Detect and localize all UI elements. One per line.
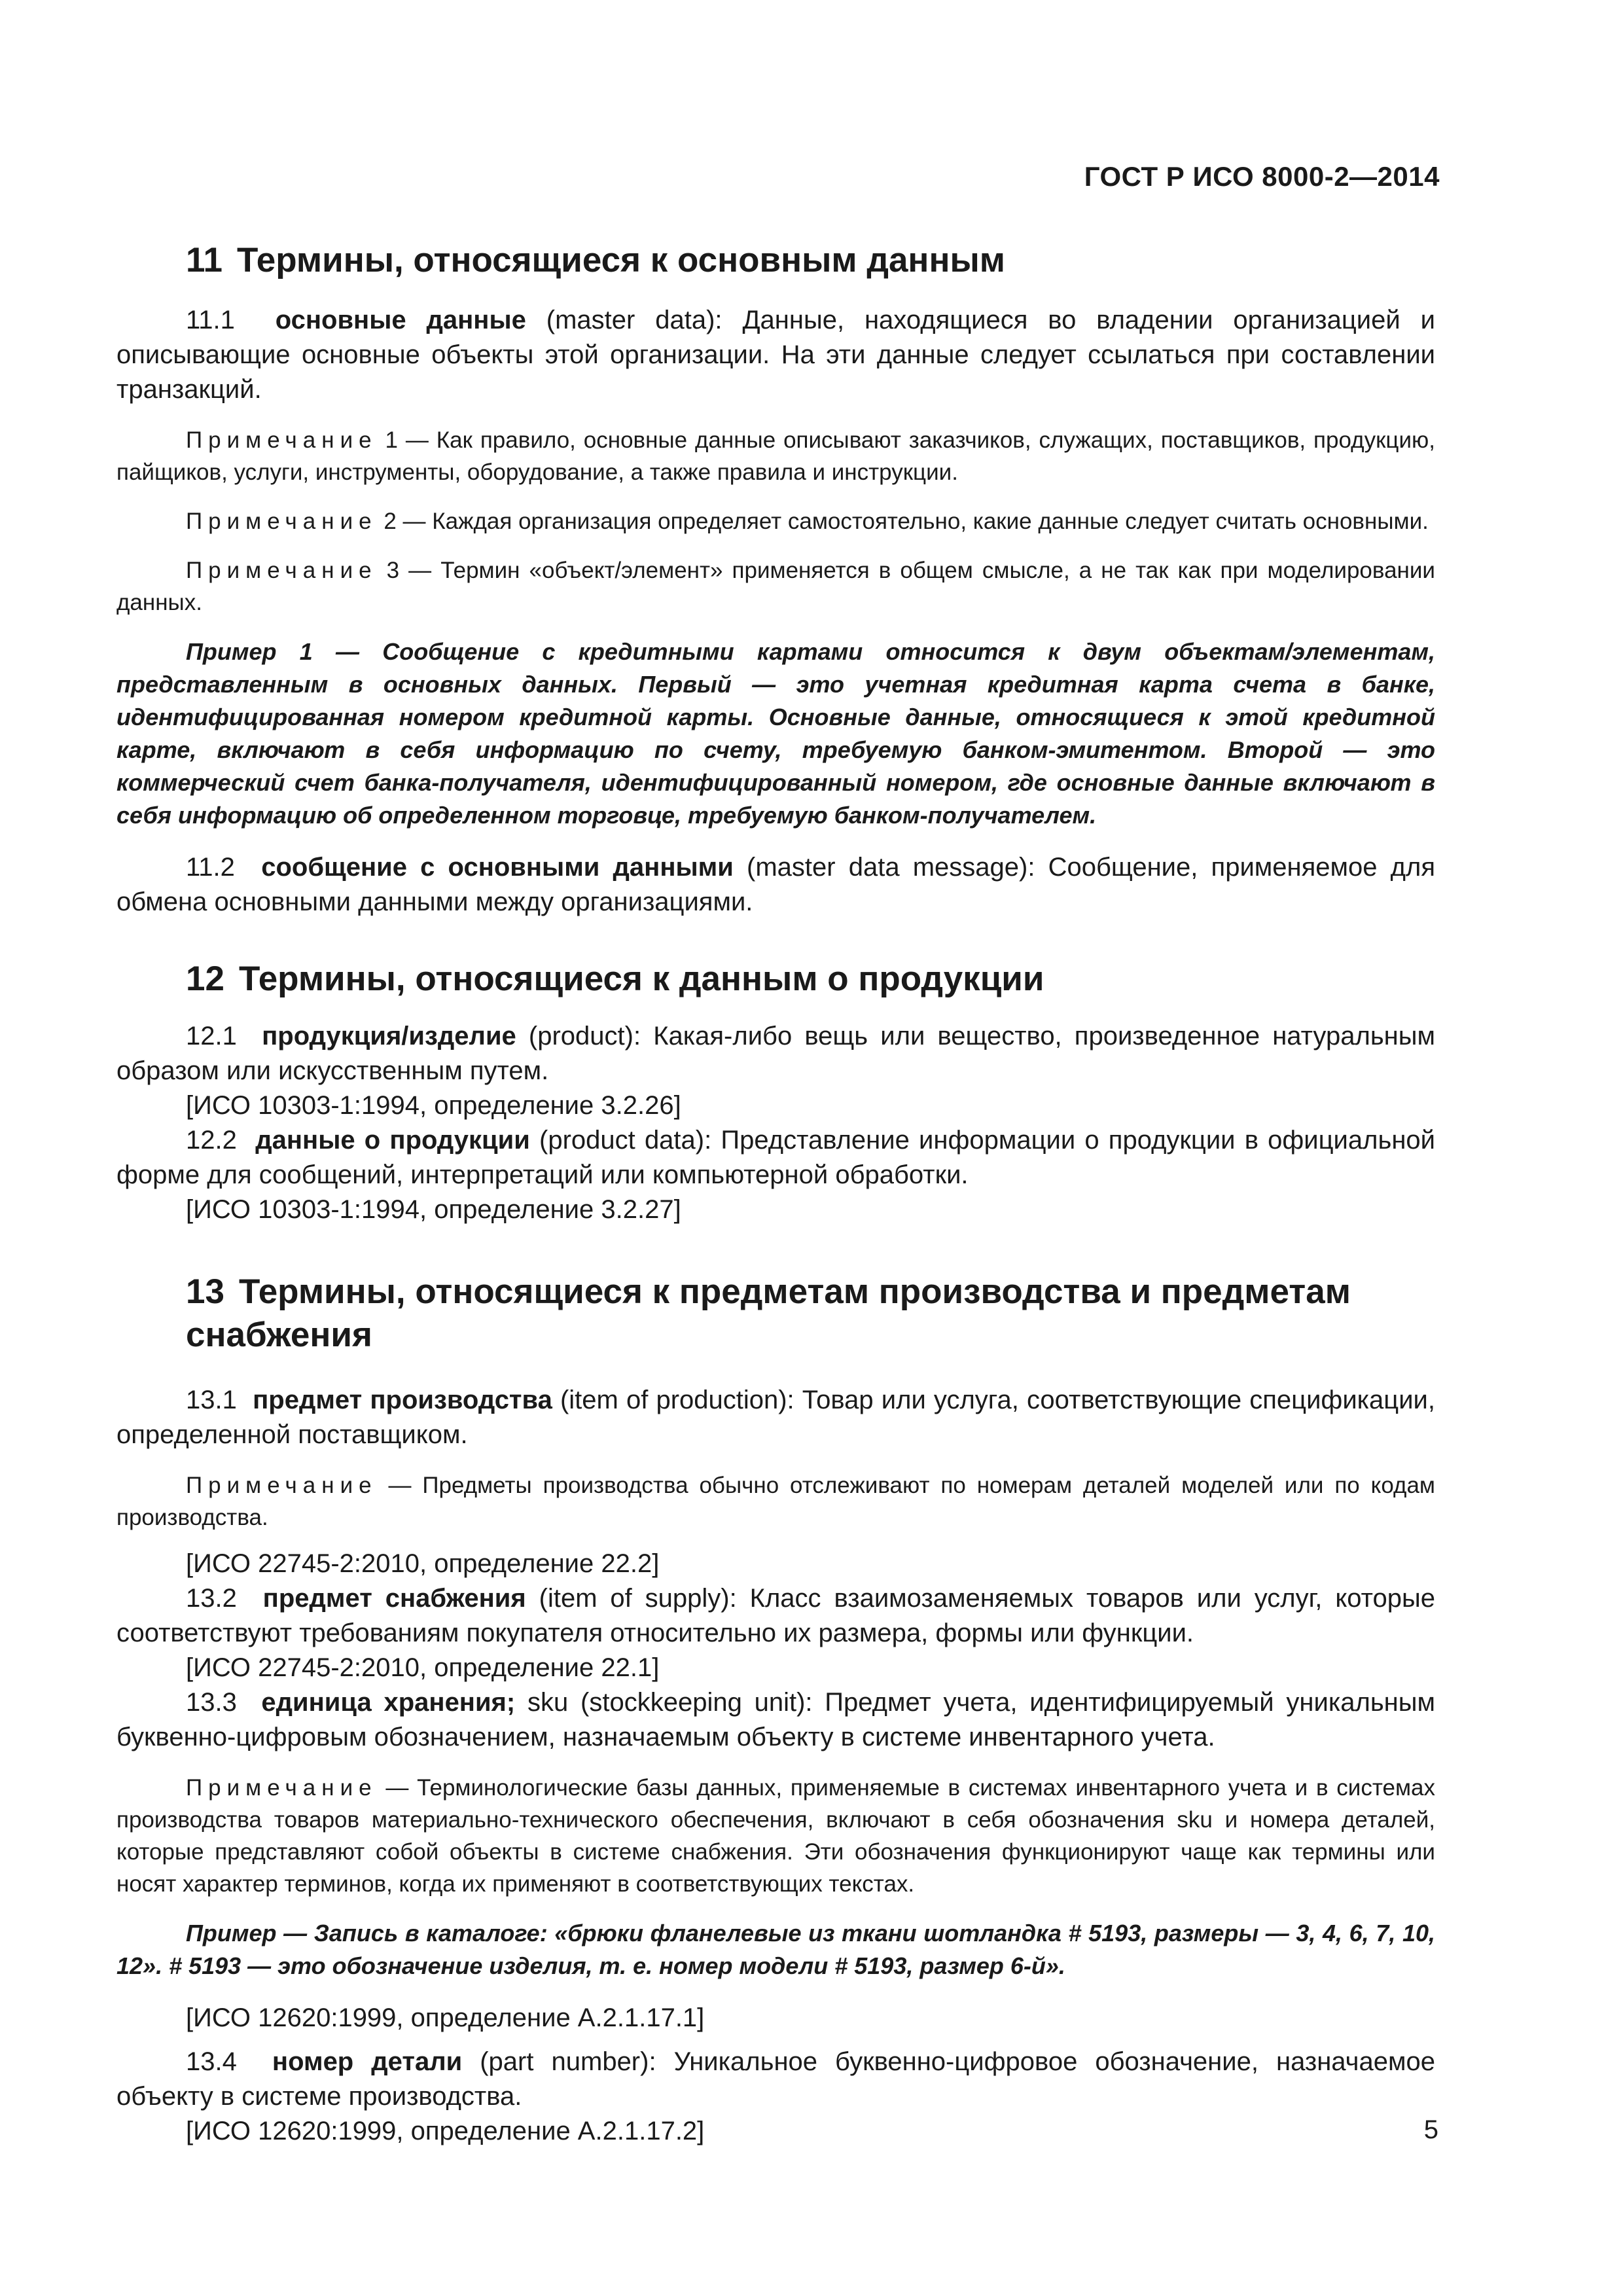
- note-label: Примечание: [186, 509, 378, 534]
- term-13-2: [116, 1581, 1435, 1651]
- term-definition: (product data): Представление информации о продукции в официальной форме для сообщений, интерпретаций или компьютерной обработки.: [116, 1126, 1436, 1189]
- term-number: 13.3: [186, 1688, 237, 1717]
- note-label: Примечание: [186, 1473, 378, 1498]
- term-definition: (item of production): Товар или услуга, соответствующие спецификации, определенной поставщиком.: [116, 1386, 1436, 1449]
- note-11-1: [116, 424, 1435, 488]
- section-title: Термины, относящиеся к предметам производства и предметам снабжения: [186, 1272, 1351, 1354]
- term-number: 13.4: [186, 2047, 237, 2076]
- note-text: — Предметы производства обычно отслеживают по номерам деталей моделей или по кодам производства.: [116, 1473, 1435, 1530]
- section-13-heading: [116, 1270, 1435, 1357]
- note-number: 2: [377, 509, 397, 534]
- term-number: 11.2: [186, 853, 235, 882]
- term-13-4: [116, 2045, 1435, 2114]
- term-definition: (master data message): Сообщение, применяемое для обмена основными данными между организациями.: [116, 853, 1436, 916]
- source-reference: [ИСО 12620:1999, определение А.2.1.17.2]: [186, 2117, 705, 2145]
- section-title: Термины, относящиеся к основным данным: [237, 241, 1005, 279]
- term-definition: (master data): Данные, находящиеся во владении организацией и описывающие основные объекты этой организации. На эти данные следует ссылаться при составлении транзакций.: [116, 306, 1435, 404]
- source-reference: [ИСО 10303-1:1994, определение 3.2.27]: [186, 1195, 681, 1224]
- note-text: — Каждая организация определяет самостоятельно, какие данные следует считать основными.: [396, 509, 1429, 534]
- term-number: 11.1: [186, 306, 235, 334]
- term-12-2: [116, 1123, 1435, 1193]
- term-name: предмет снабжения: [262, 1584, 526, 1613]
- source-reference: [ИСО 10303-1:1994, определение 3.2.26]: [186, 1091, 681, 1120]
- source-reference: [ИСО 22745-2:2010, определение 22.2]: [186, 1549, 660, 1578]
- page-content: [116, 239, 1435, 2149]
- term-13-1: [116, 1383, 1435, 1452]
- source-reference: [ИСО 12620:1999, определение А.2.1.17.1]: [186, 2003, 705, 2032]
- section-12-heading: [116, 958, 1435, 1001]
- term-name: данные о продукции: [255, 1126, 530, 1155]
- term-number: 12.1: [186, 1022, 237, 1050]
- term-definition: (item of supply): Класс взаимозаменяемых товаров или услуг, которые соответствуют требованиям покупателя относительно их размера, формы или функции.: [116, 1584, 1435, 1647]
- note-label: Примечание: [186, 558, 378, 583]
- source-reference: [ИСО 22745-2:2010, определение 22.1]: [186, 1653, 660, 1682]
- term-11-2: [116, 850, 1435, 920]
- note-text: — Терминологические базы данных, применяемые в системах инвентарного учета и в системах производства товаров материально-технического обеспечения, включают в себя обозначения sku и номера деталей, которые представляют собой объекты в системе снабжения. Эти обозначения функционируют чаще как термины или носят характер терминов, когда их применяют в соответствующих текстах.: [116, 1775, 1435, 1897]
- note-13-1: [116, 1469, 1435, 1534]
- term-definition: (part number): Уникальное буквенно-цифровое обозначение, назначаемое объекту в системе производства.: [116, 2047, 1435, 2111]
- note-number: 3: [377, 558, 400, 583]
- note-number: 1: [377, 427, 398, 453]
- term-name: сообщение с основными данными: [261, 853, 734, 882]
- section-number: 12: [186, 960, 224, 998]
- term-definition: sku (stockkeeping unit): Предмет учета, идентифицируемый уникальным буквенно-цифровым обозначением, назначаемым объекту в системе инвентарного учета.: [116, 1688, 1435, 1751]
- term-definition: (product): Какая-либо вещь или вещество, произведенное натуральным образом или искусственным путем.: [116, 1022, 1435, 1085]
- section-number: 11: [186, 241, 223, 279]
- term-12-1: [116, 1019, 1435, 1088]
- term-name: продукция/изделие: [262, 1022, 516, 1050]
- term-number: 13.1: [186, 1386, 237, 1414]
- term-number: 12.2: [186, 1126, 237, 1155]
- term-11-1: [116, 303, 1435, 407]
- section-title: Термины, относящиеся к данным о продукции: [238, 960, 1044, 998]
- note-11-3: [116, 554, 1435, 619]
- page-number: 5: [1423, 2115, 1438, 2144]
- note-label: Примечание: [186, 1775, 378, 1801]
- note-text: — Термин «объект/элемент» применяется в общем смысле, а не так как при моделировании данных.: [116, 558, 1435, 615]
- note-13-2: [116, 1772, 1435, 1900]
- note-label: Примечание: [186, 427, 378, 453]
- term-number: 13.2: [186, 1584, 237, 1613]
- section-number: 13: [186, 1272, 224, 1311]
- term-name: предмет производства: [253, 1386, 552, 1414]
- note-text: — Как правило, основные данные описывают заказчиков, служащих, поставщиков, продукцию, пайщиков, услуги, инструменты, оборудование, а также правила и инструкции.: [116, 427, 1435, 485]
- example-11-1: Пример 1 — Сообщение с кредитными картами относится к двум объектам/элементам, представленным в основных данных. Первый — это учетная кредитная карта счета в банке, идентифицированная номером кредитной карты. Основные данные, относящиеся к этой кредитной карте, включают в себя информацию по счету, требуемую банком-эмитентом. Второй — это коммерческий счет банка-получателя, идентифицированный номером, где основные данные включают в себя информацию об определенном торговце, требуемую банком-получателем.: [116, 638, 1435, 829]
- term-name: основные данные: [275, 306, 526, 334]
- example-13: Пример — Запись в каталоге: «брюки фланелевые из ткани шотландка # 5193, размеры — 3, 4, 6, 7, 10, 12». # 5193 — это обозначение изделия, т. е. номер модели # 5193, размер 6-й».: [116, 1920, 1435, 1979]
- term-name: единица хранения;: [261, 1688, 516, 1717]
- note-11-2: [116, 505, 1435, 537]
- term-name: номер детали: [272, 2047, 463, 2076]
- term-13-3: [116, 1685, 1435, 1755]
- standard-header: ГОСТ Р ИСО 8000-2—2014: [1084, 161, 1440, 192]
- section-11-heading: [116, 239, 1435, 282]
